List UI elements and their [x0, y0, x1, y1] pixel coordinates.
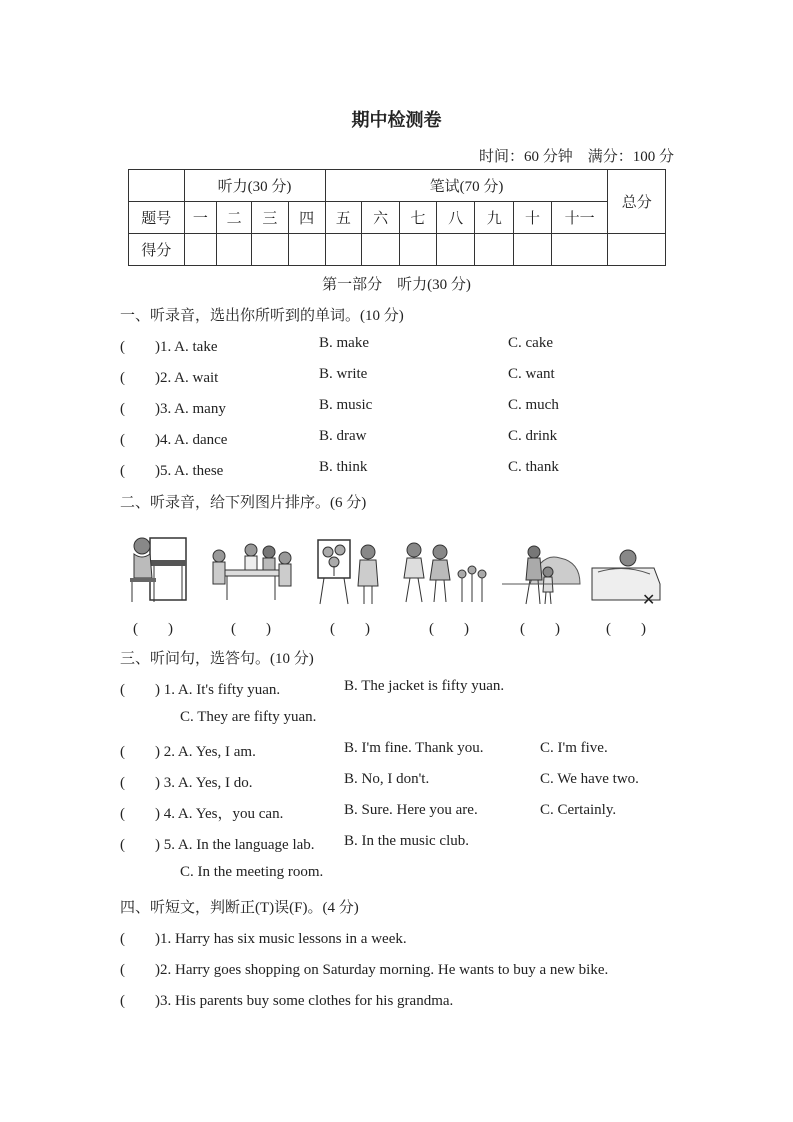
score-table-corner [129, 170, 185, 202]
picture-adult-child [500, 544, 582, 606]
total-header: 总分 [608, 170, 666, 234]
score-cell[interactable] [184, 234, 217, 266]
s1-item4-c: C. drink [508, 428, 558, 444]
col-2: 二 [217, 202, 252, 234]
col-1: 一 [184, 202, 217, 234]
s1-item2-a: ( )2. A. wait [120, 370, 219, 386]
time-info: 时间：60 分钟 满分：100 分 [478, 149, 674, 165]
section1-heading: 一、听录音，选出你所听到的单词。(10 分) [120, 308, 404, 324]
score-cell[interactable] [217, 234, 252, 266]
s3-item4-c: C. Certainly. [540, 802, 617, 818]
col-7: 七 [400, 202, 437, 234]
picture-girl-piano [128, 530, 190, 606]
s2-blank-5[interactable]: ( ) [520, 621, 560, 637]
s2-blank-3[interactable]: ( ) [330, 621, 370, 637]
s1-item3-c: C. much [508, 397, 559, 413]
picture-people-table [205, 540, 297, 604]
score-cell[interactable] [436, 234, 475, 266]
col-10: 十 [514, 202, 552, 234]
col-4: 四 [288, 202, 325, 234]
s3-item3-c: C. We have two. [540, 771, 639, 787]
col-6: 六 [362, 202, 400, 234]
picture-children-flowers [400, 540, 490, 606]
col-11: 十一 [551, 202, 608, 234]
page-title: 期中检测卷 [351, 110, 442, 130]
s3-item5-c: C. In the meeting room. [180, 864, 324, 880]
s2-blank-1[interactable]: ( ) [133, 621, 173, 637]
s3-item5-b: B. In the music club. [344, 833, 469, 849]
s4-item3: ( )3. His parents buy some clothes for his grandma. [120, 993, 454, 1009]
s2-blank-4[interactable]: ( ) [429, 621, 469, 637]
picture-x-mark-icon: ✕ [642, 592, 656, 609]
s1-item1-b: B. make [319, 335, 369, 351]
s1-item2-c: C. want [508, 366, 555, 382]
s1-item2-b: B. write [319, 366, 368, 382]
s2-blank-6[interactable]: ( ) [606, 621, 646, 637]
s3-item1-c: C. They are fifty yuan. [180, 709, 317, 725]
picture-girl-painting [314, 536, 384, 606]
score-cell[interactable] [514, 234, 552, 266]
s3-item3-a: ( ) 3. A. Yes, I do. [120, 775, 253, 791]
score-row-label: 得分 [129, 234, 185, 266]
s3-item3-b: B. No, I don't. [344, 771, 430, 787]
s1-item5-b: B. think [319, 459, 368, 475]
s1-item1-a: ( )1. A. take [120, 339, 218, 355]
score-cell[interactable] [252, 234, 289, 266]
s1-item5-a: ( )5. A. these [120, 463, 224, 479]
col-3: 三 [252, 202, 289, 234]
score-cell[interactable] [551, 234, 608, 266]
part1-title: 第一部分 听力(30 分) [322, 277, 471, 293]
score-cell[interactable] [475, 234, 514, 266]
s1-item4-b: B. draw [319, 428, 367, 444]
s3-item1-b: B. The jacket is fifty yuan. [344, 678, 505, 694]
s3-item4-a: ( ) 4. A. Yes，you can. [120, 806, 284, 822]
score-cell[interactable] [325, 234, 362, 266]
s3-item1-a: ( ) 1. A. It's fifty yuan. [120, 682, 281, 698]
s4-item2: ( )2. Harry goes shopping on Saturday morning. He wants to buy a new bike. [120, 962, 609, 978]
s4-item1: ( )1. Harry has six music lessons in a week. [120, 931, 407, 947]
question-row-label: 题号 [129, 202, 185, 234]
s1-item3-a: ( )3. A. many [120, 401, 226, 417]
score-cell[interactable] [362, 234, 400, 266]
score-cell[interactable] [288, 234, 325, 266]
score-cell[interactable] [400, 234, 437, 266]
section2-heading: 二、听录音，给下列图片排序。(6 分) [120, 495, 367, 511]
col-9: 九 [475, 202, 514, 234]
s1-item5-c: C. thank [508, 459, 559, 475]
s1-item3-b: B. music [319, 397, 373, 413]
s1-item4-a: ( )4. A. dance [120, 432, 228, 448]
s3-item2-b: B. I'm fine. Thank you. [344, 740, 484, 756]
s1-item1-c: C. cake [508, 335, 553, 351]
s2-blank-2[interactable]: ( ) [231, 621, 271, 637]
s3-item2-a: ( ) 2. A. Yes, I am. [120, 744, 256, 760]
s3-item4-b: B. Sure. Here you are. [344, 802, 478, 818]
col-8: 八 [436, 202, 475, 234]
section3-heading: 三、听问句，选答句。(10 分) [120, 651, 314, 667]
listening-header: 听力(30 分) [184, 170, 325, 202]
col-5: 五 [325, 202, 362, 234]
writing-header: 笔试(70 分) [325, 170, 608, 202]
s3-item5-a: ( ) 5. A. In the language lab. [120, 837, 315, 853]
s3-item2-c: C. I'm five. [540, 740, 608, 756]
section4-heading: 四、听短文，判断正(T)误(F)。(4 分) [120, 900, 359, 916]
score-table [128, 169, 666, 266]
total-score-cell[interactable] [608, 234, 666, 266]
